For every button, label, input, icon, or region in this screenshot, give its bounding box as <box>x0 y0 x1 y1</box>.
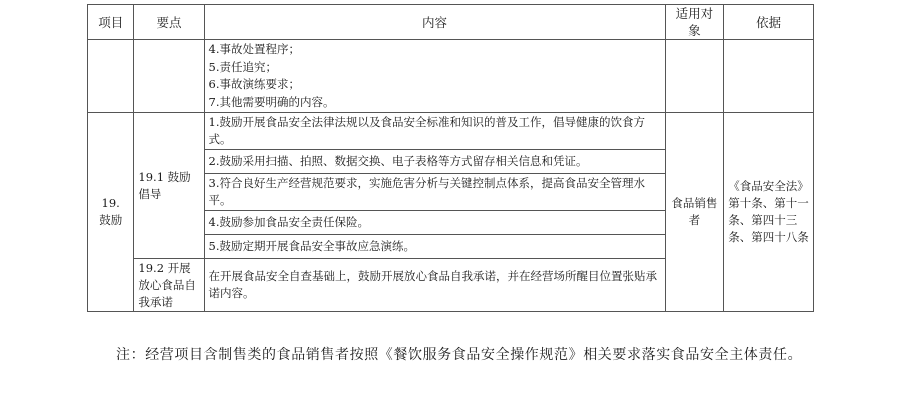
table-row-continued <box>88 40 814 113</box>
footnote-text: 注：经营项目含制售类的食品销售者按照《餐饮服务食品安全操作规范》相关要求落实食品安全主体责任。 <box>116 347 803 363</box>
header-item: 项目 <box>88 5 134 40</box>
header-point: 要点 <box>134 5 204 40</box>
content-cell: 3.符合良好生产经营规范要求，实施危害分析与关键控制点体系，提高食品安全管理水平。 <box>204 174 665 211</box>
point-19-2-cell: 19.2 开展放心食品自我承诺 <box>134 259 204 312</box>
point-19-1-cell: 19.1 鼓励倡导 <box>134 113 204 259</box>
item-19-cell: 19. 鼓励 <box>88 113 134 312</box>
header-basis: 依据 <box>724 5 814 40</box>
table-header-row <box>88 5 814 40</box>
requirements-table <box>87 4 814 312</box>
content-line: 6.事故演练要求； <box>208 77 301 91</box>
content-line: 4.事故处置程序； <box>208 42 301 56</box>
header-content: 内容 <box>204 5 665 40</box>
continued-content-cell <box>204 40 665 113</box>
content-cell: 5.鼓励定期开展食品安全事故应急演练。 <box>204 235 665 259</box>
footnote <box>86 340 816 371</box>
content-cell: 2.鼓励采用扫描、拍照、数据交换、电子表格等方式留存相关信息和凭证。 <box>204 150 665 174</box>
content-line: 7.其他需要明确的内容。 <box>208 94 335 109</box>
target-cell: 食品销售者 <box>665 113 724 312</box>
content-cell: 1.鼓励开展食品安全法律法规以及食品安全标准和知识的普及工作，倡导健康的饮食方式。 <box>204 113 665 150</box>
basis-cell: 《食品安全法》第十条、第十一条、第四十三条、第四十八条 <box>724 113 814 312</box>
content-cell: 4.鼓励参加食品安全责任保险。 <box>204 211 665 235</box>
content-cell: 在开展食品安全自查基础上，鼓励开展放心食品自我承诺，并在经营场所醒目位置张贴承诺内容。 <box>204 259 665 312</box>
header-target: 适用对象 <box>665 5 724 40</box>
table-row <box>88 113 814 150</box>
content-line: 5.责任追究； <box>208 59 278 74</box>
